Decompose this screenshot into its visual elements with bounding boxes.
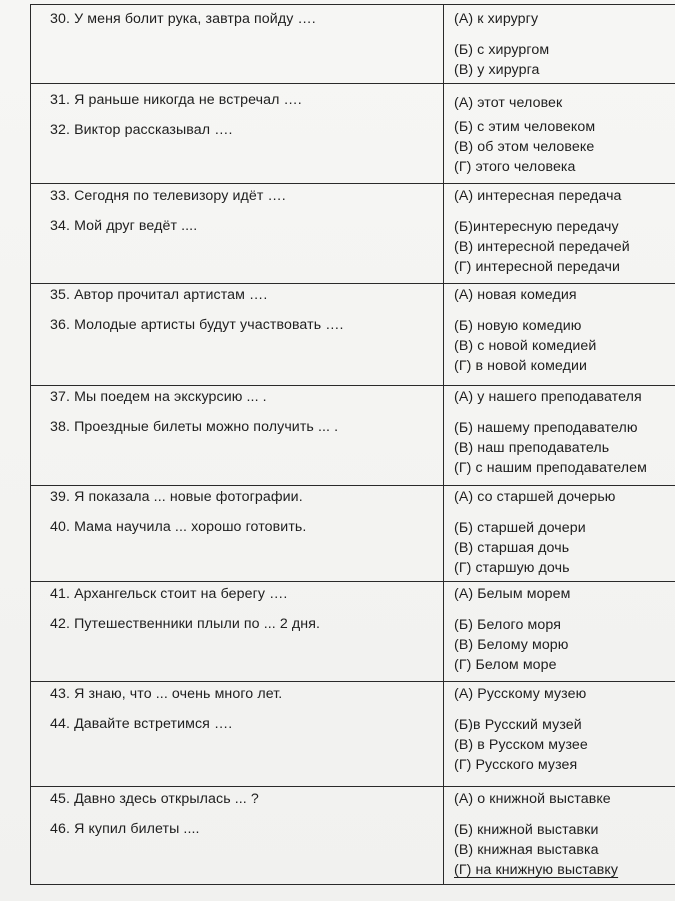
table-row — [31, 582, 675, 682]
question-30: 30. У меня болит рука, завтра пойду …. — [50, 11, 316, 27]
test-table — [30, 4, 675, 885]
table-row — [31, 284, 675, 386]
option-v: (В) старшая дочь — [454, 540, 570, 556]
question-37: 37. Мы поедем на экскурсию ... . — [50, 389, 267, 405]
question-32: 32. Виктор рассказывал …. — [50, 122, 233, 138]
option-v: (В) с новой комедией — [454, 338, 597, 354]
questions-cell — [31, 486, 444, 582]
option-a: (А) новая комедия — [454, 287, 577, 303]
questions-cell — [31, 84, 444, 184]
option-b: (Б) Белого моря — [454, 617, 562, 633]
option-b: (Б) книжной выставки — [454, 822, 599, 838]
question-42: 42. Путешественники плыли по ... 2 дня. — [50, 616, 321, 632]
questions-cell — [31, 386, 444, 486]
option-a: (А) у нашего преподавателя — [454, 389, 642, 405]
option-g: (Г) на книжную выставку — [454, 862, 619, 878]
table-row — [31, 787, 675, 885]
option-v: (В) наш преподаватель — [454, 440, 610, 456]
questions-cell — [31, 184, 444, 284]
option-g: (Г) Русского музея — [454, 757, 578, 773]
option-g: (Г) интересной передачи — [454, 259, 621, 275]
option-a: (А) Русскому музею — [454, 686, 587, 702]
options-cell — [444, 582, 675, 682]
option-b: (Б) с хирургом — [454, 42, 550, 58]
question-36: 36. Молодые артисты будут участвовать …. — [50, 317, 344, 333]
option-v: (В) у хирурга — [454, 62, 540, 78]
options-cell — [444, 486, 675, 582]
option-a: (А) интересная передача — [454, 188, 622, 204]
questions-cell — [31, 284, 444, 386]
option-b: (Б) новую комедию — [454, 318, 582, 334]
questions-cell — [31, 5, 444, 84]
options-cell — [444, 5, 675, 84]
option-a: (А) со старшей дочерью — [454, 489, 616, 505]
option-v: (В) в Русском музее — [454, 737, 588, 753]
option-g: (Г) старшую дочь — [454, 560, 570, 576]
option-b: (Б) старшей дочери — [454, 520, 586, 536]
question-31: 31. Я раньше никогда не встречал …. — [50, 92, 302, 108]
option-a: (А) к хирургу — [454, 11, 539, 27]
questions-cell — [31, 682, 444, 787]
option-v: (В) книжная выставка — [454, 842, 599, 858]
questions-cell — [31, 787, 444, 885]
table-row — [31, 84, 675, 184]
option-g: (Г) с нашим преподавателем — [454, 460, 647, 476]
option-a: (А) о книжной выставке — [454, 791, 611, 807]
options-cell — [444, 682, 675, 787]
table-row — [31, 184, 675, 284]
option-a: (А) этот человек — [454, 95, 563, 111]
question-43: 43. Я знаю, что ... очень много лет. — [50, 686, 283, 702]
options-cell — [444, 284, 675, 386]
option-b: (Б) нашему преподавателю — [454, 420, 638, 436]
option-b: (Б) с этим человеком — [454, 119, 596, 135]
table-row — [31, 5, 675, 84]
option-g: (Г) Белом море — [454, 657, 557, 673]
question-38: 38. Проездные билеты можно получить ... . — [50, 419, 339, 435]
question-39: 39. Я показала ... новые фотографии. — [50, 489, 303, 505]
table-row — [31, 386, 675, 486]
table-row — [31, 486, 675, 582]
question-34: 34. Мой друг ведёт .... — [50, 218, 198, 234]
option-v: (В) интересной передачей — [454, 239, 630, 255]
option-v: (В) Белому морю — [454, 637, 569, 653]
question-41: 41. Архангельск стоит на берегу …. — [50, 586, 288, 602]
options-cell — [444, 84, 675, 184]
question-35: 35. Автор прочитал артистам …. — [50, 287, 268, 303]
question-33: 33. Сегодня по телевизору идёт …. — [50, 188, 286, 204]
table-row — [31, 682, 675, 787]
options-cell — [444, 787, 675, 885]
option-v: (В) об этом человеке — [454, 139, 595, 155]
question-40: 40. Мама научила ... хорошо готовить. — [50, 519, 307, 535]
options-cell — [444, 184, 675, 284]
question-46: 46. Я купил билеты .... — [50, 821, 200, 837]
option-a: (А) Белым морем — [454, 586, 571, 602]
option-g: (Г) этого человека — [454, 159, 576, 175]
option-g: (Г) в новой комедии — [454, 358, 588, 374]
question-45: 45. Давно здесь открылась ... ? — [50, 791, 259, 807]
questions-cell — [31, 582, 444, 682]
option-b: (Б)интересную передачу — [454, 219, 619, 235]
option-b: (Б)в Русский музей — [454, 717, 582, 733]
question-44: 44. Давайте встретимся …. — [50, 716, 233, 732]
options-cell — [444, 386, 675, 486]
